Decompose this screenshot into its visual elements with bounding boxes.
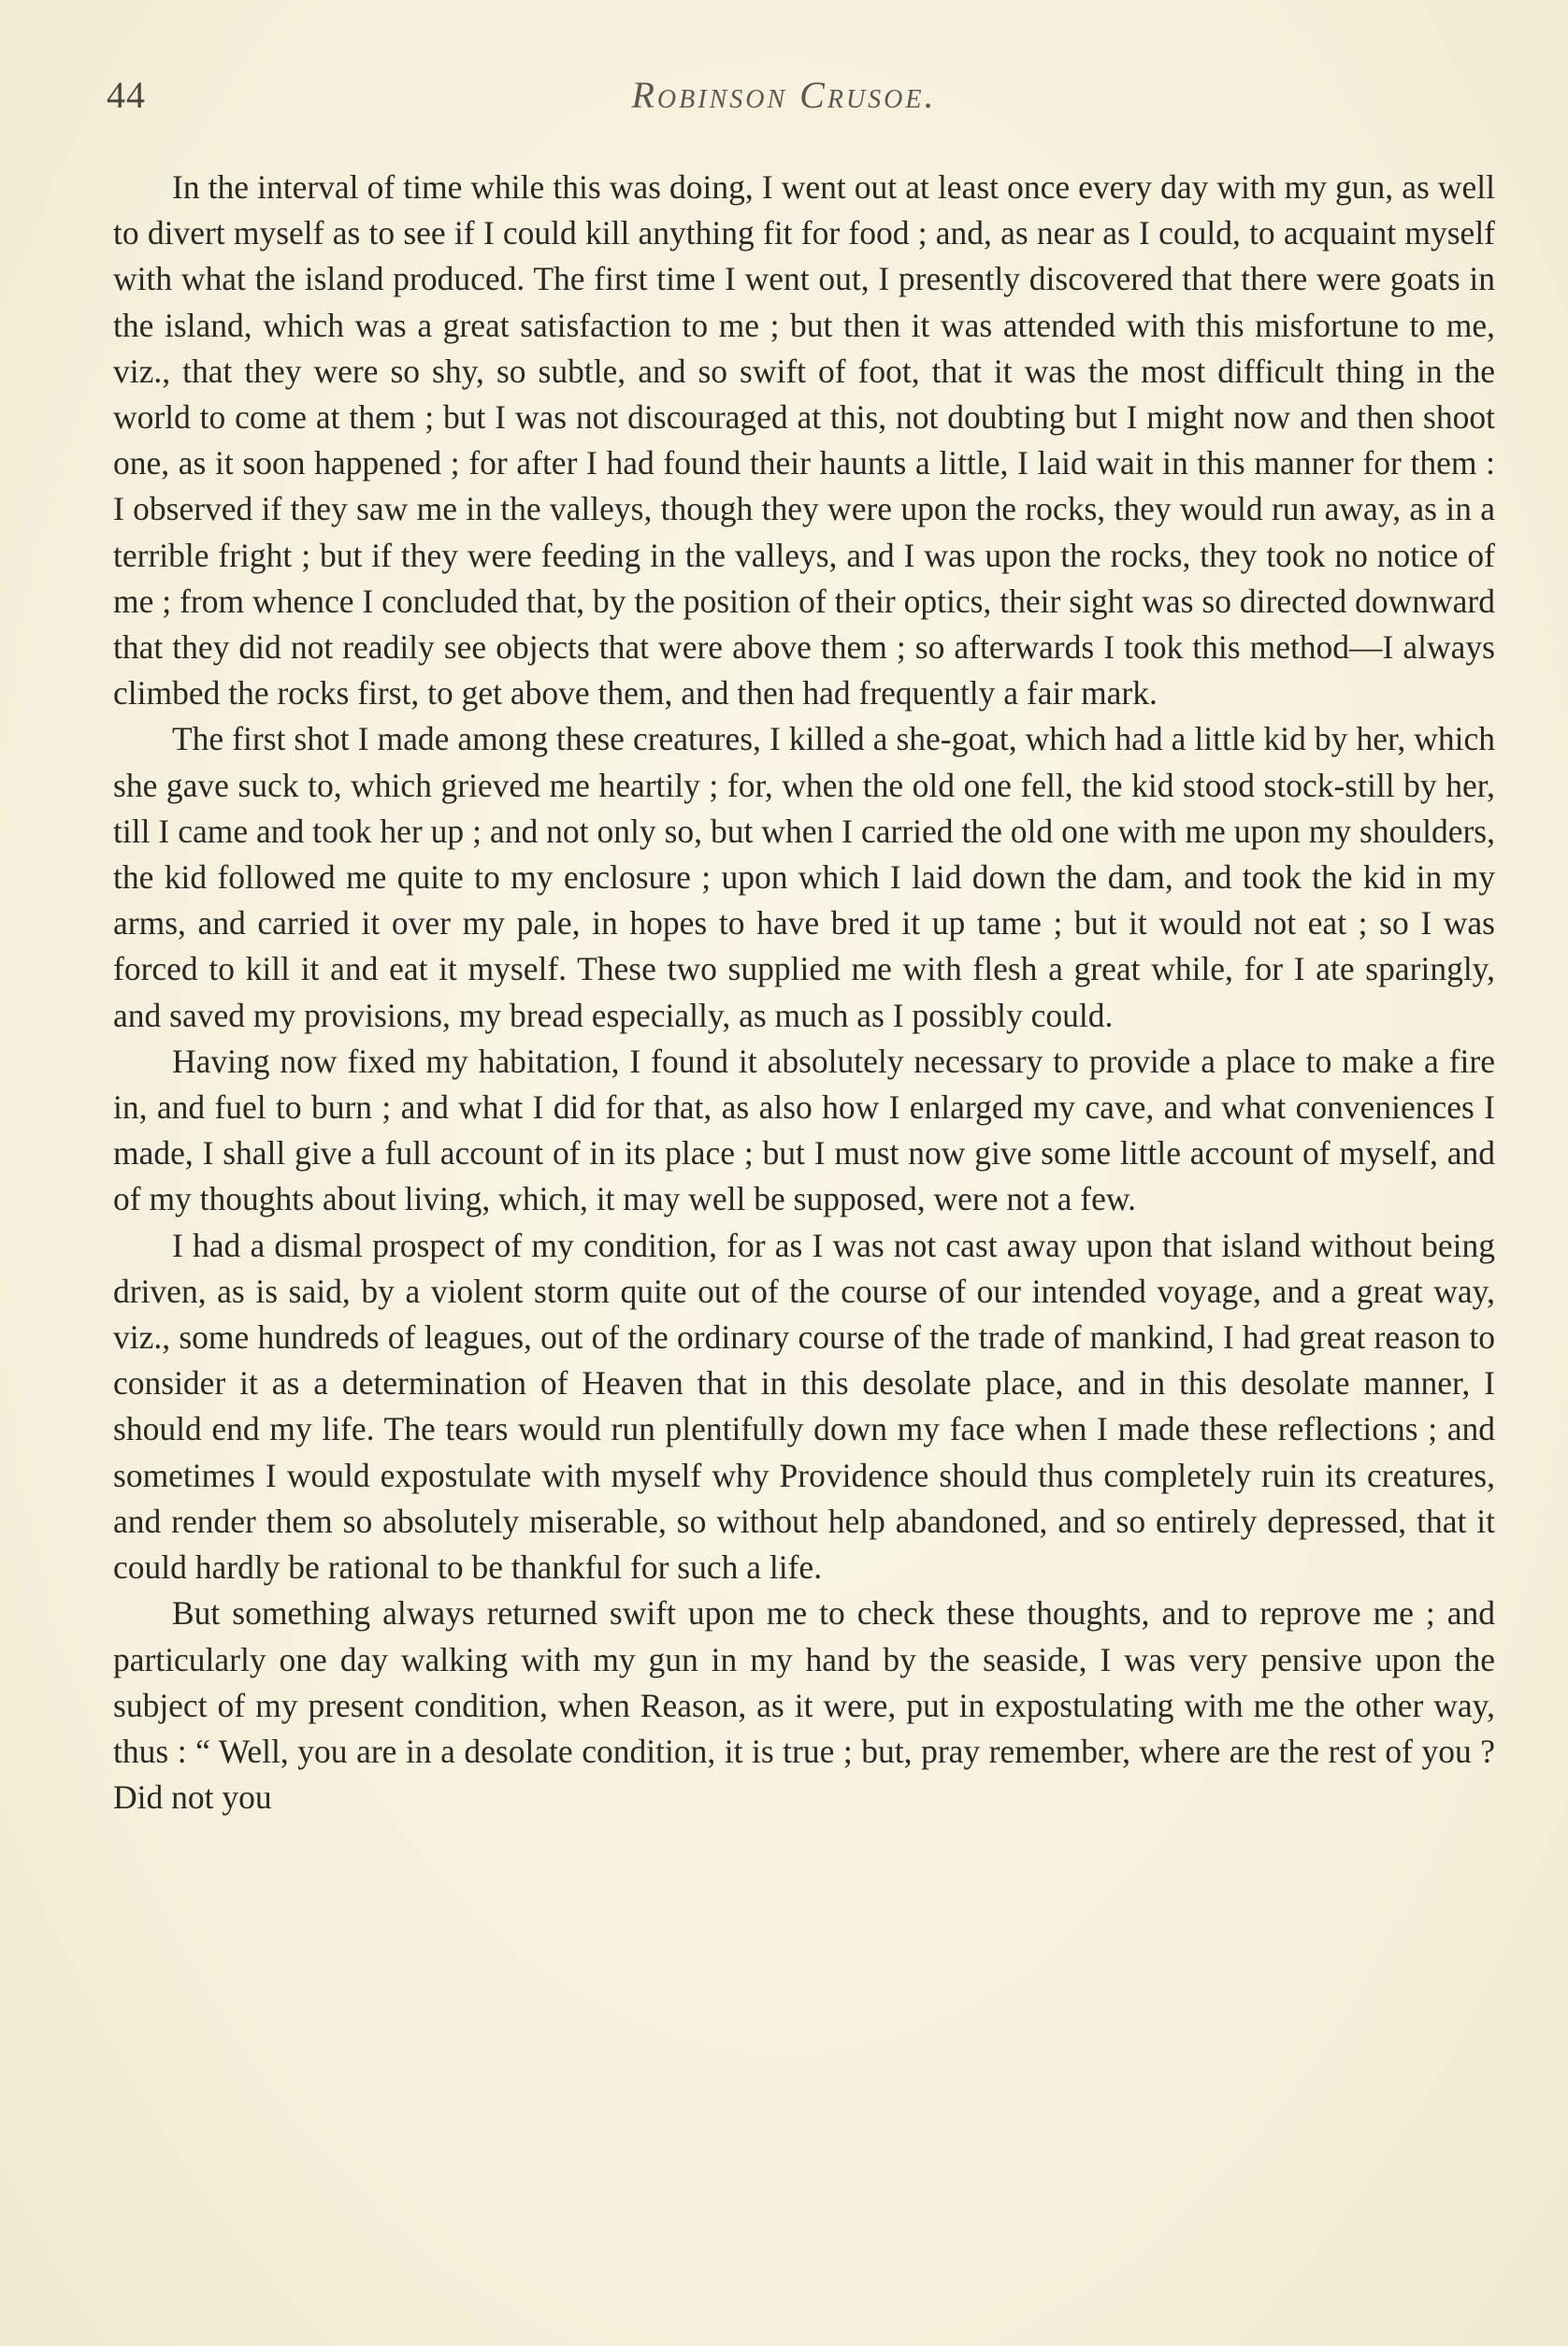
paragraph-3: Having now fixed my habitation, I found it absolutely necessary to provide a place to make a fire in, and fuel to burn ; and what I did for that, as also how I enlarged my cave, and what conveniences I made, I shall give a full account of in its place ; but I must now give some little account of myself, and of my thoughts about living, which, it may well be supposed, were not a few.: [113, 1042, 1495, 1218]
paragraph-1: In the interval of time while this was doing, I went out at least once every day with my gun, as well to divert myself as to see if I could kill anything fit for food ; and, as near as I could, to acquaint myself with what the island produced. The first time I went out, I presently discovered that there were goats in the island, which was a great satisfaction to me ; but then it was attended with this misfortune to me, viz., that they were so shy, so subtle, and so swift of foot, that it was the most difficult thing in the world to come at them ; but I was not discouraged at this, not doubting but I might now and then shoot one, as it soon happened ; for after I had found their haunts a little, I laid wait in this manner for them : I observed if they saw me in the valleys, though they were upon the rocks, they would run away, as in a terrible fright ; but if they were feeding in the valleys, and I was upon the rocks, they took no notice of me ; from whence I concluded that, by the position of their optics, their sight was so directed downward that they did not readily see objects that were above them ; so afterwards I took this method—I always climbed the rocks first, to get above them, and then had frequently a fair mark.: [113, 168, 1495, 712]
paragraph-5: But something always returned swift upon me to check these thoughts, and to reprove me ; and particularly one day walking with my gun in my hand by the seaside, I was very pensive upon the subject of my present condition, when Reason, as it were, put in expostulating with me the other way, thus : “ Well, you are in a desolate condition, it is true ; but, pray remember, where are the rest of you ? Did not you: [113, 1594, 1495, 1817]
paragraph-4: I had a dismal prospect of my condition, for as I was not cast away upon that island without being driven, as is said, by a violent storm quite out of the course of our intended voyage, and a great way, viz., some hundreds of leagues, out of the ordinary course of the trade of mankind, I had great reason to consider it as a determination of Heaven that in this desolate place, and in this desolate manner, I should end my life. The tears would run plentifully down my face when I made these reflections ; and sometimes I would expostulate with myself why Providence should thus completely ruin its creatures, and render them so absolutely miserable, so without help abandoned, and so entirely depressed, that it could hardly be rational to be thankful for such a life.: [113, 1226, 1495, 1587]
running-title: [0, 73, 1568, 117]
page-header: [0, 73, 1568, 129]
body-text: [113, 165, 1495, 1821]
paragraph-2: The first shot I made among these creatures, I killed a she-goat, which had a little kid by her, which she gave suck to, which grieved me heartily ; for, when the old one fell, the kid stood stock-still by her, till I came and took her up ; and not only so, but when I carried the old one with me upon my shoulders, the kid followed me quite to my enclosure ; upon which I laid down the dam, and took the kid in my arms, and carried it over my pale, in hopes to have bred it up tame ; but it would not eat ; so I was forced to kill it and eat it myself. These two supplied me with flesh a great while, for I ate sparingly, and saved my provisions, my bread especially, as much as I possibly could.: [113, 720, 1495, 1034]
running-title-text: Robinson Crusoe.: [631, 74, 937, 116]
page-number: 44: [107, 74, 146, 116]
